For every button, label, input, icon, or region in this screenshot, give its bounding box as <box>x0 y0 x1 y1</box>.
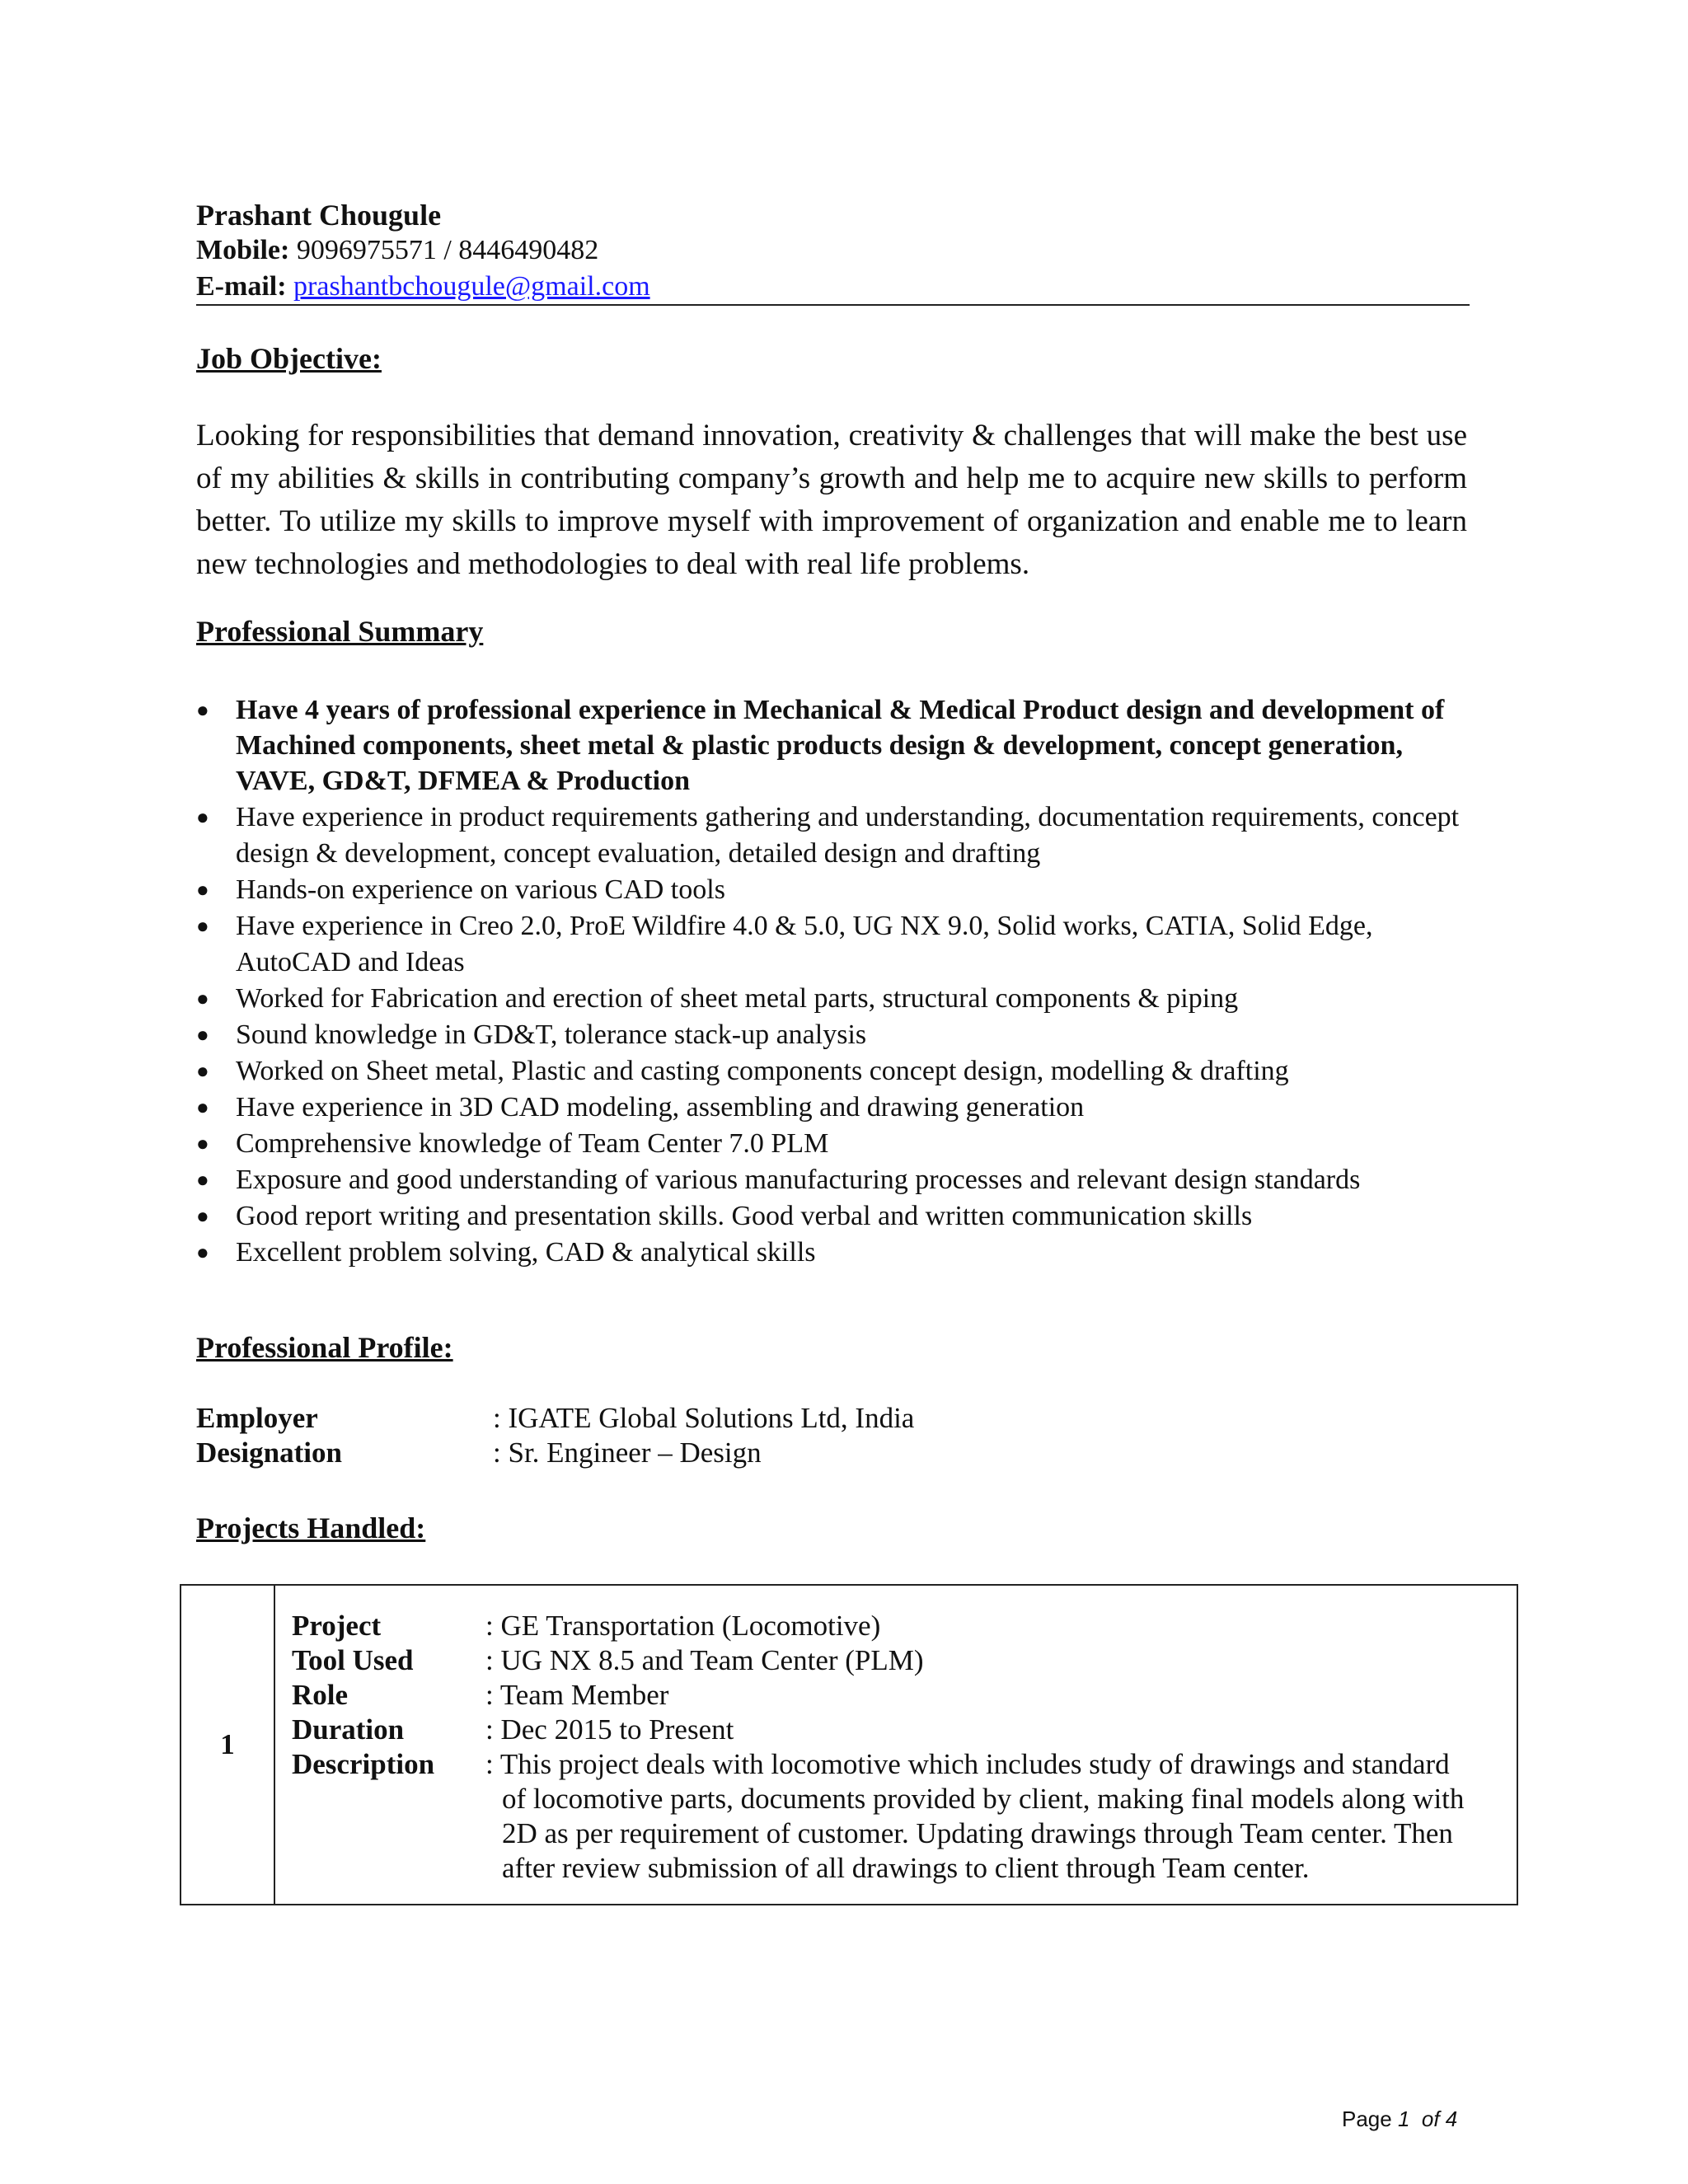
professional-summary-list <box>196 692 1482 1271</box>
professional-summary-title: Professional Summary <box>196 615 484 648</box>
project-field <box>292 1609 1500 1643</box>
bullet-icon: ● <box>196 1059 209 1083</box>
description-first-line: : This project deals with locomotive which includes study of drawings and standard <box>485 1748 1450 1780</box>
job-objective-text: Looking for responsibilities that demand innovation, creativity & challenges that will make the best use of my abilities & skills in contributing company’s growth and help me to acquire new skills to perform better. To utilize my skills to improve myself with improvement of organization and enable me to learn new technologies and methodologies to deal with real life problems. <box>196 419 1467 581</box>
list-item: ● Worked on Sheet metal, Plastic and casting components concept design, modelling & drafting <box>196 1053 1482 1090</box>
email-link[interactable]: prashantbchougule@gmail.com <box>293 271 650 302</box>
project-value: : GE Transportation (Locomotive) <box>485 1610 881 1642</box>
duration-field <box>292 1713 1500 1747</box>
list-item: ● Have 4 years of professional experience in Mechanical & Medical Product design and development of Machined components, sheet metal & plastic products design & development, concept generation, VAVE, GD&T, DFMEA & Production <box>196 692 1482 799</box>
tool-field <box>292 1643 1500 1678</box>
list-item: ● Worked for Fabrication and erection of sheet metal parts, structural components & piping <box>196 981 1482 1017</box>
job-objective-title: Job Objective: <box>196 342 382 375</box>
duration-value: : Dec 2015 to Present <box>485 1713 734 1746</box>
list-item: ● Exposure and good understanding of various manufacturing processes and relevant design standards <box>196 1162 1482 1198</box>
list-item: ● Excellent problem solving, CAD & analytical skills <box>196 1235 1482 1271</box>
role-field <box>292 1678 1500 1713</box>
mobile-line <box>196 232 1470 269</box>
description-label: Description <box>292 1748 435 1780</box>
list-item: ● Sound knowledge in GD&T, tolerance stack-up analysis <box>196 1017 1482 1053</box>
bullet-icon: ● <box>196 1132 209 1155</box>
projects-title: Projects Handled: <box>196 1511 426 1544</box>
list-item: ● Good report writing and presentation skills. Good verbal and written communication skills <box>196 1198 1482 1235</box>
header-divider <box>196 304 1470 306</box>
bullet-icon: ● <box>196 1168 209 1192</box>
table-row <box>181 1585 1517 1905</box>
employer-row <box>196 1401 1432 1436</box>
list-item: ● Hands-on experience on various CAD tools <box>196 872 1482 908</box>
project-details <box>274 1585 1517 1905</box>
bullet-icon: ● <box>196 878 209 902</box>
list-item: ● Have experience in product requirements gathering and understanding, documentation requirements, concept design & development, concept evaluation, detailed design and drafting <box>196 799 1482 872</box>
duration-label: Duration <box>292 1713 405 1746</box>
designation-row <box>196 1436 1432 1470</box>
role-label: Role <box>292 1679 349 1711</box>
page-footer <box>1342 2107 1457 2132</box>
projects-table <box>180 1584 1518 1905</box>
description-field <box>292 1747 1500 1782</box>
tool-value: : UG NX 8.5 and Team Center (PLM) <box>485 1644 924 1676</box>
designation-label: Designation <box>196 1436 342 1469</box>
bullet-icon: ● <box>196 914 209 938</box>
bullet-icon: ● <box>196 805 209 829</box>
employer-label: Employer <box>196 1402 318 1434</box>
designation-value: : Sr. Engineer – Design <box>493 1436 762 1469</box>
description-continuation: of locomotive parts, documents provided by client, making final models along with 2D as per requirement of customer. Updating drawings through Team center. Then after review submission of all drawings to client through Team center. <box>502 1783 1465 1884</box>
email-line <box>196 269 1470 305</box>
bullet-icon: ● <box>196 1095 209 1119</box>
project-number: 1 <box>181 1585 274 1905</box>
employer-value: : IGATE Global Solutions Ltd, India <box>493 1402 915 1434</box>
mobile-value: 9096975571 / 8446490482 <box>296 235 599 265</box>
mobile-label: Mobile: <box>196 235 290 265</box>
bullet-icon: ● <box>196 987 209 1010</box>
tool-label: Tool Used <box>292 1644 414 1676</box>
project-label: Project <box>292 1610 382 1642</box>
page-prefix: Page <box>1342 2107 1398 2131</box>
bullet-icon: ● <box>196 1204 209 1228</box>
resume-header <box>196 198 1470 305</box>
list-item: ● Comprehensive knowledge of Team Center 7.0 PLM <box>196 1126 1482 1162</box>
bullet-icon: ● <box>196 1240 209 1264</box>
bullet-icon: ● <box>196 1023 209 1047</box>
list-item: ● Have experience in Creo 2.0, ProE Wildfire 4.0 & 5.0, UG NX 9.0, Solid works, CATIA, Solid Edge, AutoCAD and Ideas <box>196 908 1482 981</box>
role-value: : Team Member <box>485 1679 669 1711</box>
email-label: E-mail: <box>196 271 287 302</box>
list-item: ● Have experience in 3D CAD modeling, assembling and drawing generation <box>196 1090 1482 1126</box>
professional-profile-title: Professional Profile: <box>196 1331 453 1364</box>
bullet-icon: ● <box>196 698 209 722</box>
page-total: of 4 <box>1421 2107 1458 2131</box>
page-current: 1 <box>1397 2107 1410 2131</box>
candidate-name: Prashant Chougule <box>196 199 442 232</box>
